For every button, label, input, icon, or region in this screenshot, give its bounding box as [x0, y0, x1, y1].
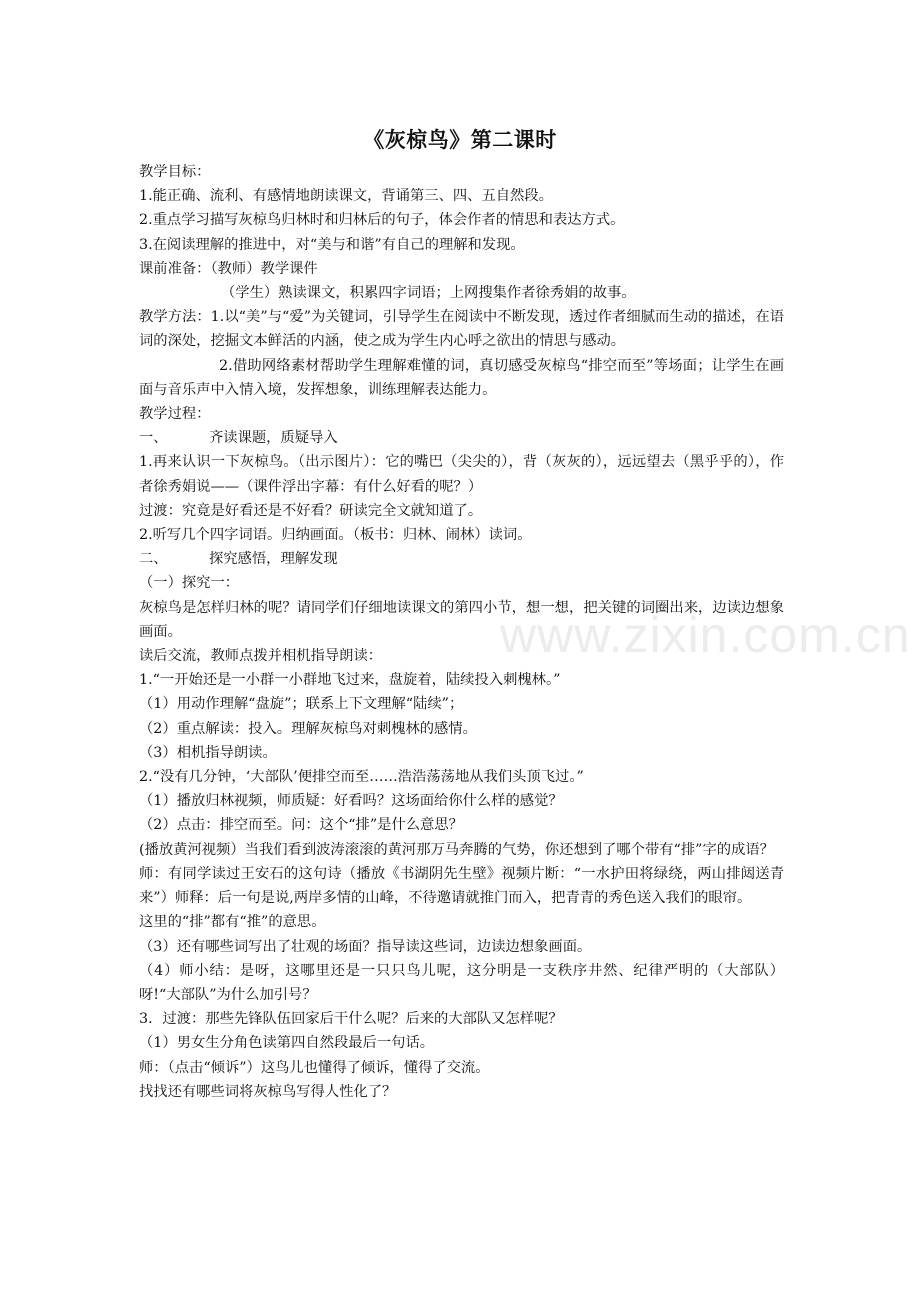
paragraph: （1）用动作理解“盘旋”；联系上下文理解“陆续”； — [139, 696, 464, 713]
paragraph: 2.“没有几分钟，‘大部队’便排空而至……浩浩荡荡地从我们头顶飞过。” — [139, 769, 584, 786]
paragraph: 1.“一开始还是一小群一小群地飞过来，盘旋着，陆续投入刺槐林。” — [139, 672, 561, 689]
paragraph: 1.能正确、流利、有感情地朗读课文，背诵第三、四、五自然段。 — [139, 188, 553, 205]
section-heading — [139, 547, 784, 571]
paragraph: （4）师小结：是呀，这哪里还是一只只鸟儿呢，这分明是一支秩序井然、纪律严明的（大部队）呀!“大部队”为什么加引号？ — [139, 962, 784, 1003]
paragraph: 2.重点学习描写灰椋鸟归林时和归林后的句子，体会作者的情思和表达方式。 — [139, 212, 625, 229]
paragraph: （2）点击：排空而至。问：这个“排”是什么意思？ — [139, 817, 463, 834]
watermark: www.zixin.com.cn — [500, 607, 911, 663]
paragraph: （2）重点解读：投入。理解灰椋鸟对刺槐林的感情。 — [139, 720, 477, 737]
paragraph: （1）男女生分角色读第四自然段最后一句话。 — [139, 1035, 435, 1052]
paragraph: 教学过程： — [139, 406, 211, 423]
section-title: 探究感悟，理解发现 — [209, 551, 338, 568]
paragraph: （3）相机指导朗读。 — [139, 744, 277, 761]
paragraph: 2.借助网络素材帮助学生理解难懂的词，真切感受灰椋鸟“排空而至”等场面；让学生在画面与音乐声中入情入境，发挥想象，训练理解表达能力。 — [139, 357, 784, 398]
paragraph: 2.听写几个四字词语。归纳画面。（板书：归林、闹林）读词。 — [139, 527, 532, 544]
paragraph: 1.再来认识一下灰椋鸟。（出示图片）：它的嘴巴（尖尖的），背（灰灰的），远远望去（黑乎乎的），作者徐秀娟说——（课件浮出字幕：有什么好看的呢？） — [139, 454, 784, 495]
paragraph: 教学方法：1.以“美”与“爱”为关键词，引导学生在阅读中不断发现，透过作者细腻而生动的描述，在语词的深处，挖掘文本鲜活的内涵，使之成为学生内心呼之欲出的情思与感动。 — [139, 309, 784, 350]
paragraph: 灰椋鸟是怎样归林的呢？请同学们仔细地读课文的第四小节，想一想，把关键的词圈出来，边读边想象画面。 — [139, 599, 784, 640]
section-title: 齐读课题，质疑导入 — [209, 430, 338, 447]
paragraph: 师：（点击“倾诉”）这鸟儿也懂得了倾诉，懂得了交流。 — [139, 1059, 490, 1076]
paragraph: （3）还有哪些词写出了壮观的场面？指导读这些词，边读边想象画面。 — [139, 938, 592, 955]
paragraph: 找找还有哪些词将灰椋鸟写得人性化了？ — [139, 1083, 397, 1100]
paragraph: 3.在阅读理解的推进中，对“美与和谐”有自己的理解和发现。 — [139, 236, 525, 253]
paragraph: 这里的“排”都有“推”的意思。 — [139, 914, 326, 931]
paragraph: (播放黄河视频）当我们看到波涛滚滚的黄河那万马奔腾的气势，你还想到了哪个带有“排”字的成语？ — [139, 841, 774, 858]
paragraph: 课前准备：（教师）教学课件 — [139, 260, 318, 277]
section-number: 一、 — [139, 430, 168, 447]
paragraph: （一）探究一： — [139, 575, 240, 592]
section-number: 二、 — [139, 551, 168, 568]
paragraph: 过渡：究竟是好看还是不好看？研读完全文就知道了。 — [139, 502, 483, 519]
paragraph: 师：有同学读过王安石的这句诗（播放《书湖阴先生壁》视频片断：“一水护田将绿绕，两山排闼送青来”）师释：后一句是说,两岸多情的山峰，不待邀请就推门而入，把青青的秀色送入我们的眼帘。 — [139, 865, 784, 907]
paragraph: （学生）熟读课文，积累四字词语；上网搜集作者徐秀娟的故事。 — [221, 285, 636, 302]
paragraph: 教学目标： — [139, 164, 211, 180]
paragraph: 3．过渡：那些先锋队伍回家后干什么呢？后来的大部队又怎样呢？ — [139, 1011, 563, 1028]
section-heading — [139, 426, 784, 450]
document-title: 《灰椋鸟》第二课时 — [363, 127, 557, 152]
paragraph: 读后交流，教师点拨并相机指导朗读： — [139, 648, 383, 665]
paragraph: （1）播放归林视频，师质疑：好看吗？这场面给你什么样的感觉？ — [139, 793, 563, 810]
